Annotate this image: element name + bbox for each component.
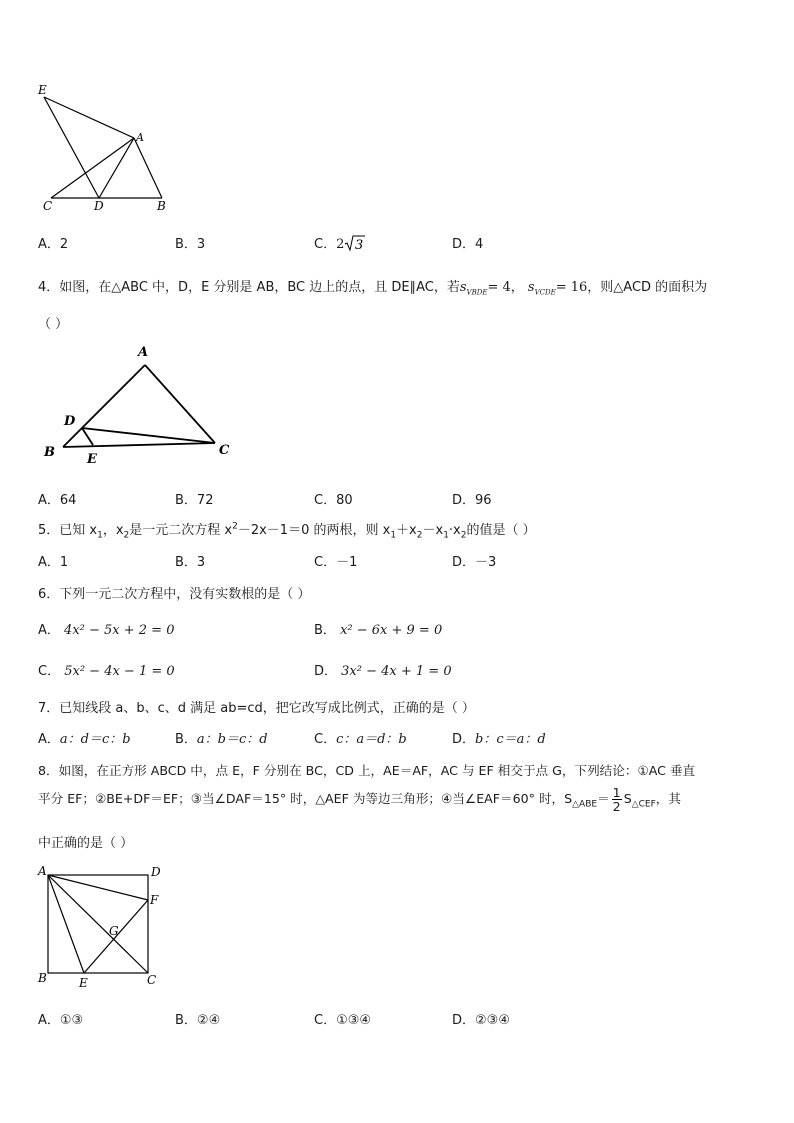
- q8-sub-abe: △ABE: [572, 799, 598, 810]
- q7-option-c-text: c：a＝d：b: [336, 732, 407, 747]
- q5-text-5: ＋x: [396, 523, 417, 538]
- q7-option-a-text: a：d＝c：b: [59, 732, 131, 747]
- q5-sub-4: 2: [416, 530, 423, 541]
- label-C: C: [43, 199, 53, 213]
- q5-sub-3: 1: [390, 530, 397, 541]
- q8-eq: ＝: [597, 791, 610, 806]
- label-E: E: [79, 976, 88, 990]
- q8-option-c: C．①③④: [314, 1013, 372, 1028]
- label-D: D: [151, 865, 161, 879]
- q4-option-d: D．96: [452, 493, 492, 508]
- q5-option-d: D．－3: [452, 555, 497, 570]
- label-C: C: [219, 443, 230, 458]
- q6-stem: 6．下列一元二次方程中，没有实数根的是（ ）: [38, 587, 311, 602]
- q5-sup-2: 2: [232, 521, 238, 532]
- q7-option-b: [175, 728, 268, 747]
- q4-stem: [38, 276, 707, 297]
- label-F: F: [150, 893, 159, 907]
- q8-line-2: [38, 786, 681, 813]
- q4-s2-value: = 16: [555, 280, 588, 295]
- q8-line-2b: ，其: [655, 791, 681, 806]
- q7-option-d: [452, 728, 546, 747]
- q6-option-a: [38, 619, 174, 638]
- q6-option-d: [314, 660, 452, 679]
- q4-s2-sub: VCDE: [534, 288, 556, 297]
- q4-option-c: C．80: [314, 493, 353, 508]
- q5-text-7: ·x: [448, 523, 461, 538]
- q3-option-c-label: C．: [314, 237, 337, 252]
- q7-option-c: [314, 728, 407, 747]
- q8-s2: S: [623, 791, 632, 806]
- label-G: G: [109, 924, 119, 938]
- q5-sub-2: 2: [123, 530, 130, 541]
- q3-option-c-coef: 2: [336, 237, 345, 252]
- q4-text-2: ，则△ACD 的面积为: [587, 280, 708, 295]
- q4-s1-value: = 4，: [487, 280, 524, 295]
- q5-sub-6: 2: [460, 530, 467, 541]
- q5-sub-5: 1: [443, 530, 449, 541]
- label-A: A: [38, 864, 47, 878]
- q7-option-c-label: C．: [314, 732, 337, 747]
- q7-option-a: [38, 728, 131, 747]
- q6-option-c-eq: 5x² − 4x − 1 = 0: [64, 664, 175, 679]
- q5-text-8: 的值是（ ）: [466, 523, 536, 538]
- q4-s2-letter: s: [527, 280, 535, 295]
- label-A: A: [138, 345, 149, 360]
- q6-option-d-label: D．: [314, 664, 338, 679]
- q8-option-a: A．①③: [38, 1013, 84, 1028]
- q8-line-3: 中正确的是（ ）: [38, 836, 134, 851]
- label-B: B: [38, 971, 47, 985]
- q5-text-1: 5．已知 x: [38, 523, 98, 538]
- q8-line-1: 8．如图，在正方形 ABCD 中，点 E，F 分别在 BC，CD 上，AE＝AF，AC 与 EF 相交于点 G，下列结论：①AC 垂直: [38, 763, 696, 778]
- label-E: E: [87, 452, 97, 465]
- q6-option-b: [314, 619, 442, 638]
- q6-option-c-label: C．: [38, 664, 61, 679]
- q8-option-d: D．②③④: [452, 1013, 510, 1028]
- label-B: B: [44, 445, 55, 460]
- q7-stem: 7．已知线段 a、b、c、d 满足 ab=cd，把它改写成比例式，正确的是（ ）: [38, 701, 475, 716]
- q8-line-2a: 平分 EF；②BE+DF＝EF；③当∠DAF＝15° 时，△AEF 为等边三角形；④当∠EAF＝60° 时，S: [38, 791, 573, 806]
- q5-sub-1: 1: [97, 530, 103, 541]
- q8-sub-cef: △CEF: [631, 799, 656, 810]
- q4-option-a: A．64: [38, 493, 77, 508]
- q8-frac-den: 2: [612, 799, 621, 814]
- q4-s1-sub: VBDE: [466, 288, 488, 297]
- q5-option-c: C．－1: [314, 555, 358, 570]
- q4-option-b: B．72: [175, 493, 214, 508]
- q7-option-a-label: A．: [38, 732, 60, 747]
- q5-text-4: －2x－1＝0 的两根，则 x: [237, 523, 391, 538]
- label-D: D: [64, 414, 76, 429]
- q3-option-a: A．2: [38, 237, 69, 252]
- q3-option-c: [314, 233, 366, 252]
- q6-option-d-eq: 3x² − 4x + 1 = 0: [341, 664, 452, 679]
- q7-option-b-label: B．: [175, 732, 197, 747]
- label-B: B: [157, 199, 166, 213]
- q5-option-a: A．1: [38, 555, 69, 570]
- q6-option-c: [38, 660, 175, 679]
- label-C: C: [147, 973, 157, 987]
- q6-option-a-label: A．: [38, 623, 60, 638]
- q5-text-2: ，x: [102, 523, 124, 538]
- q3-option-b: B．3: [175, 237, 206, 252]
- q5-text-6: －x: [422, 523, 444, 538]
- q5-option-b: B．3: [175, 555, 206, 570]
- figure-q3: [30, 80, 180, 220]
- q6-option-b-eq: x² − 6x + 9 = 0: [340, 623, 443, 638]
- q8-option-b: B．②④: [175, 1013, 221, 1028]
- label-D: D: [94, 199, 104, 213]
- q7-option-d-text: b：c＝a：d: [475, 732, 546, 747]
- label-E: E: [38, 83, 47, 97]
- q8-frac-num: 1: [612, 785, 621, 800]
- q5-stem: [38, 519, 536, 541]
- q6-option-a-eq: 4x² − 5x + 2 = 0: [64, 623, 175, 638]
- q8-fraction: [612, 786, 622, 813]
- q3-option-d: D．4: [452, 237, 484, 252]
- figure-q8: [30, 860, 170, 990]
- q5-text-3: 是一元二次方程 x: [129, 523, 233, 538]
- q4-text-1: 4．如图，在△ABC 中，D，E 分别是 AB，BC 边上的点，且 DE∥AC，若: [38, 280, 460, 295]
- q7-option-b-text: a：b＝c：d: [196, 732, 268, 747]
- q3-option-c-radicand: 3: [355, 238, 364, 252]
- sqrt-sign-icon: [344, 234, 366, 252]
- q4-paren: （ ）: [38, 317, 69, 332]
- q4-s1-letter: s: [459, 280, 467, 295]
- q6-option-b-label: B．: [314, 623, 336, 638]
- q7-option-d-label: D．: [452, 732, 476, 747]
- label-A: A: [136, 131, 144, 144]
- figure-q4: [38, 340, 238, 465]
